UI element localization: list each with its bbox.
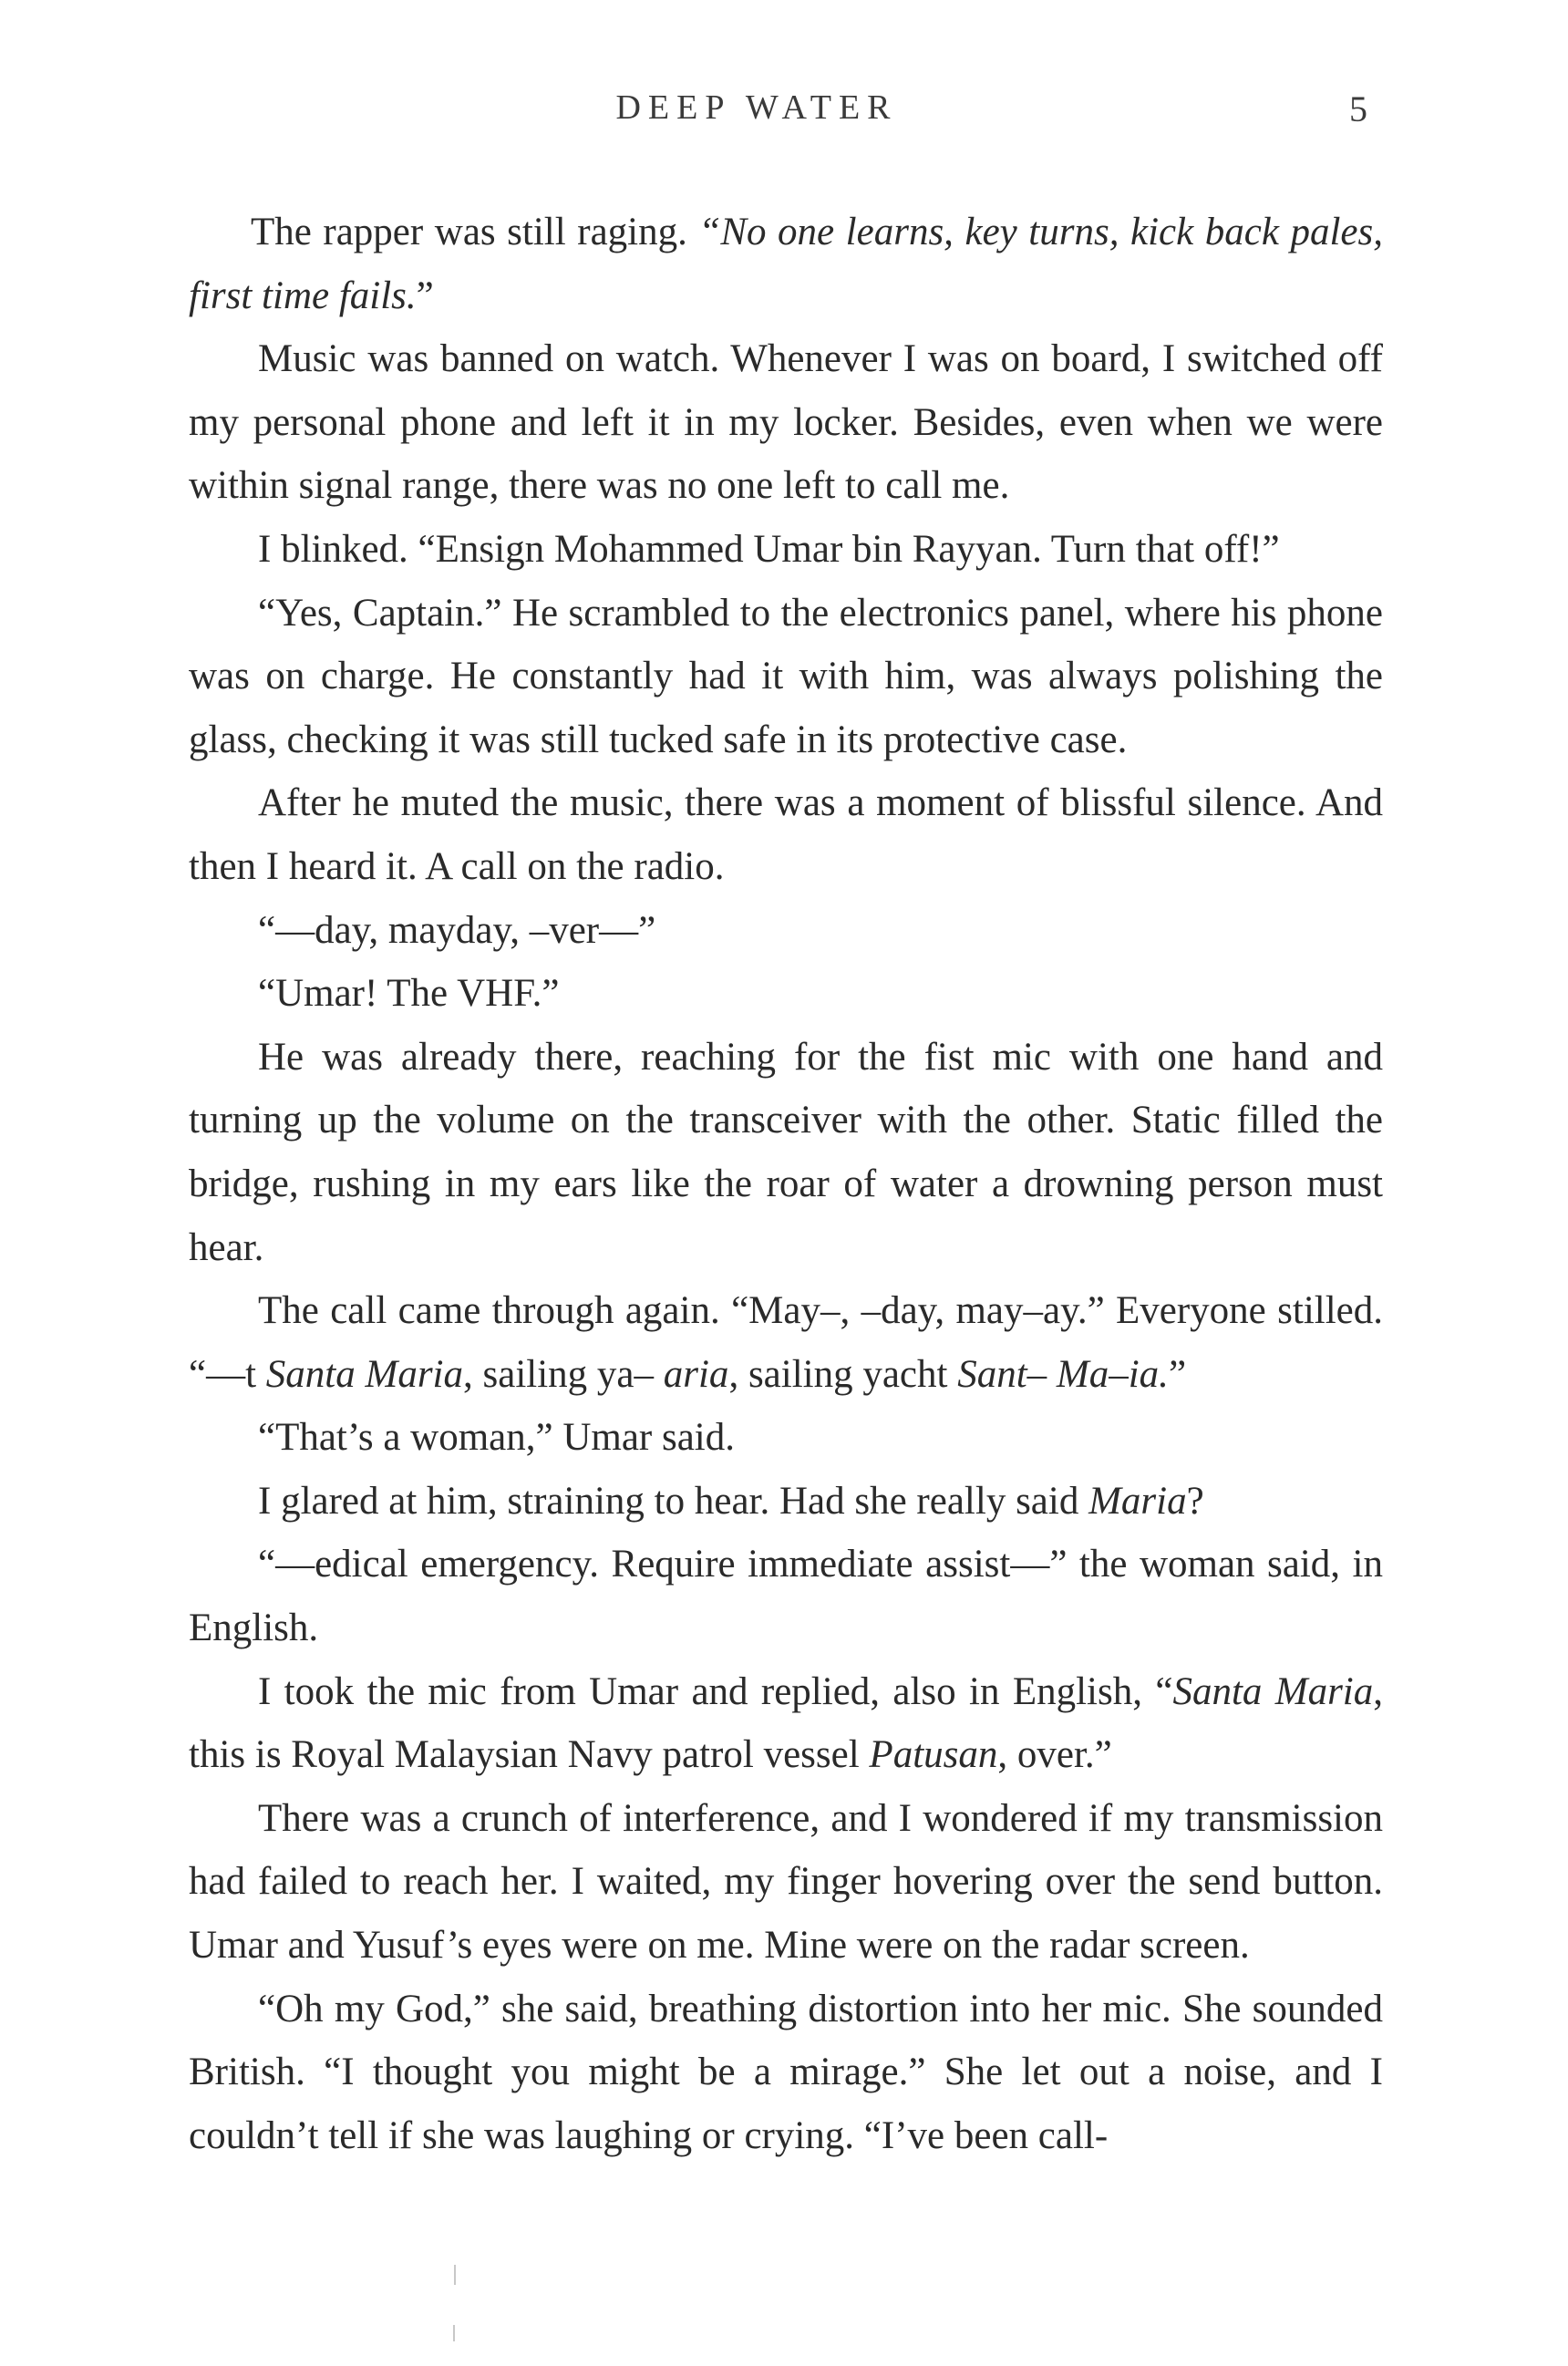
scan-mark xyxy=(454,2265,456,2285)
text-run: “That’s a woman,” Umar said. xyxy=(258,1416,735,1460)
text-run: “—day, mayday, –ver—” xyxy=(258,908,656,952)
text-run: “Yes, Captain.” He scrambled to the electronics panel, where his phone was on charge. He constantly had it with him, was always polishing the glass, checking it was still tucked safe in its protective case. xyxy=(189,591,1383,761)
text-run: ” xyxy=(416,274,434,317)
text-run: “Umar! The VHF.” xyxy=(258,972,560,1016)
text-run: The rapper was still raging. xyxy=(251,211,699,253)
italic-text: Patusan xyxy=(869,1733,998,1777)
text-run: , sailing ya– xyxy=(463,1352,664,1396)
text-run: , this is Royal Malaysian Navy patrol vessel xyxy=(189,1669,1383,1777)
italic-text: Santa Maria xyxy=(1172,1669,1374,1713)
paragraph xyxy=(189,582,1383,772)
paragraph xyxy=(189,1533,1383,1659)
text-run: He was already there, reaching for the fist mic with one hand and turning up the volume on the transceiver with the other. Static filled the bridge, rushing in my ears like the roar of water a drowning person must hear. xyxy=(189,1035,1383,1269)
italic-text: “No one learns, key turns, kick back pales, first time fails. xyxy=(189,211,1383,317)
italic-text: Sant– Ma–ia. xyxy=(957,1352,1169,1396)
paragraph xyxy=(189,1660,1383,1787)
text-run: Music was banned on watch. Whenever I was on board, I switched off my personal phone and left it in my locker. Besides, even when we were within signal range, there was no one left to call me. xyxy=(189,337,1383,508)
italic-text: aria xyxy=(663,1352,729,1396)
text-run: I took the mic from Umar and replied, also in English, “ xyxy=(258,1669,1173,1713)
text-run: I blinked. “Ensign Mohammed Umar bin Rayyan. Turn that off!” xyxy=(258,527,1280,571)
paragraph xyxy=(189,1470,1383,1534)
text-run: I glared at him, straining to hear. Had she really said xyxy=(258,1479,1089,1523)
text-run: ? xyxy=(1186,1479,1204,1523)
text-run: , over.” xyxy=(997,1733,1112,1777)
text-run: ” xyxy=(1168,1352,1187,1396)
scan-mark xyxy=(453,2325,455,2341)
italic-text: Maria xyxy=(1088,1479,1187,1523)
paragraph xyxy=(189,327,1383,518)
text-run: The call came through again. “May–, –day, may–ay.” Everyone stilled. “—t xyxy=(189,1289,1383,1396)
text-run: , sailing yacht xyxy=(728,1352,958,1396)
paragraph xyxy=(189,1787,1383,1978)
page-number: 5 xyxy=(1349,88,1367,129)
body-text xyxy=(189,201,1383,2167)
text-run: “Oh my God,” she said, breathing distortion into her mic. She sounded British. “I thought you might be a mirage.” She let out a noise, and I couldn’t tell if she was laughing or crying. “I’ve been call- xyxy=(189,1987,1383,2157)
running-head xyxy=(0,88,1568,142)
paragraph xyxy=(189,1026,1383,1279)
paragraph xyxy=(189,1406,1383,1470)
paragraph xyxy=(189,201,1383,327)
paragraph xyxy=(189,962,1383,1026)
text-run: After he muted the music, there was a moment of blissful silence. And then I heard it. A call on the radio. xyxy=(189,781,1383,888)
text-run: “—edical emergency. Require immediate assist—” the woman said, in English. xyxy=(189,1543,1383,1650)
paragraph xyxy=(189,518,1383,582)
text-run: There was a crunch of interference, and I wondered if my transmission had failed to reach her. I waited, my finger hovering over the send button. Umar and Yusuf’s eyes were on me. Mine were on the radar screen. xyxy=(189,1796,1383,1968)
paragraph xyxy=(189,1279,1383,1406)
paragraph xyxy=(189,771,1383,898)
running-title: DEEP WATER xyxy=(615,88,898,127)
paragraph xyxy=(189,1978,1383,2168)
paragraph xyxy=(189,899,1383,963)
italic-text: Santa Maria xyxy=(265,1352,463,1396)
